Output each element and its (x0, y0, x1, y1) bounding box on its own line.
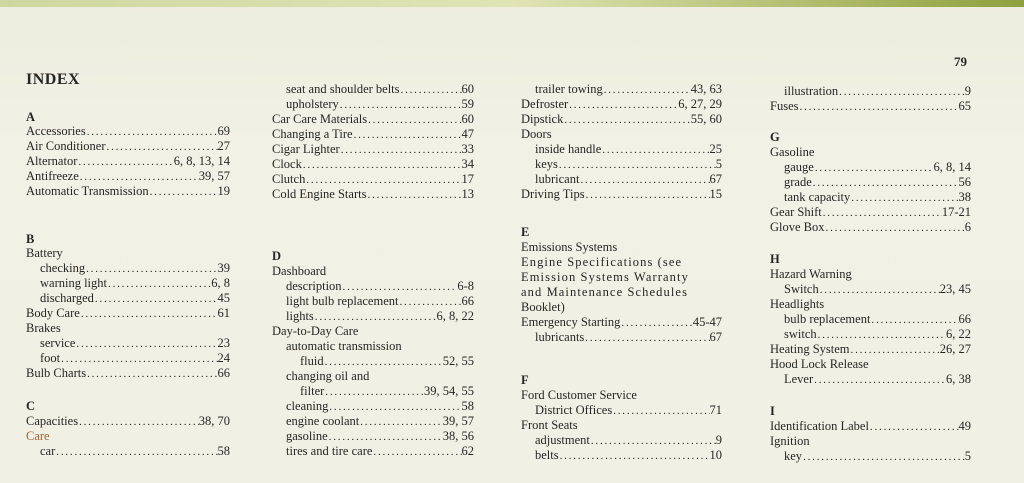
index-heading (26, 429, 230, 444)
index-entry-pages: 5 (715, 157, 722, 171)
index-entry-label: keys (535, 157, 558, 171)
index-entry-pages: 39, 54, 55 (424, 384, 474, 398)
index-entry (521, 315, 722, 330)
index-heading (521, 300, 722, 315)
index-entry (770, 84, 971, 99)
dot-leader (75, 337, 217, 351)
index-entry (26, 306, 230, 321)
index-entry-pages: 47 (461, 127, 474, 141)
section-letter-label: A (26, 110, 36, 124)
dot-leader (80, 307, 218, 321)
dot-leader (86, 367, 217, 381)
index-heading (272, 264, 474, 279)
index-entry-label: key (784, 449, 803, 463)
index-entry (770, 372, 971, 387)
index-entry-label: Lever (784, 372, 814, 386)
index-entry-pages: 66 (461, 294, 474, 308)
index-entry-label: lubricant (535, 172, 580, 186)
index-heading-label: Ford Customer Service (521, 388, 637, 402)
dot-leader (55, 445, 217, 459)
dot-leader (366, 188, 461, 202)
index-entry-pages: 6-8 (457, 279, 474, 293)
index-entry-pages: 67 (709, 330, 722, 344)
dot-leader (870, 313, 958, 327)
index-entry (26, 184, 230, 199)
index-heading-label: Front Seats (521, 418, 578, 432)
index-heading-label: Headlights (770, 297, 825, 311)
dot-leader (78, 415, 199, 429)
dot-leader (342, 280, 458, 294)
index-heading (521, 255, 722, 270)
index-heading (521, 240, 722, 255)
dot-leader (825, 221, 965, 235)
index-heading-label: Battery (26, 246, 63, 260)
index-entry-label: switch (784, 327, 817, 341)
index-entry-label: Identification Label (770, 419, 869, 433)
index-entry (521, 172, 722, 187)
index-entry-label: Clutch (272, 172, 306, 186)
section-letter-label: E (521, 225, 530, 239)
index-entry-label: cleaning (286, 399, 329, 413)
index-entry (521, 142, 722, 157)
index-entry-label: Gear Shift (770, 205, 822, 219)
index-entry (521, 97, 722, 112)
index-entry-pages: 17-21 (941, 205, 971, 219)
index-entry-label: grade (784, 175, 812, 189)
section-letter-label: B (26, 232, 35, 246)
dot-leader (819, 283, 940, 297)
index-entry (26, 444, 230, 459)
index-entry (770, 282, 971, 297)
index-heading (521, 285, 722, 300)
index-entry-label: belts (535, 448, 559, 462)
index-entry-pages: 6 (964, 220, 971, 234)
dot-leader (798, 100, 958, 114)
dot-leader (817, 328, 946, 342)
page-number: 79 (954, 54, 967, 69)
index-entry (521, 157, 722, 172)
index-heading (521, 418, 722, 433)
index-heading (26, 321, 230, 336)
section-letter (521, 373, 722, 388)
index-entry-label: Dipstick (521, 112, 564, 126)
index-entry (26, 169, 230, 184)
index-entry (272, 279, 474, 294)
index-entry (770, 160, 971, 175)
index-entry-label: Defroster (521, 97, 569, 111)
index-heading-label: changing oil and (286, 369, 370, 383)
index-entry (26, 139, 230, 154)
index-entry (272, 414, 474, 429)
dot-leader (563, 113, 690, 127)
index-entry-pages: 58 (461, 399, 474, 413)
index-entry-label: Cigar Lighter (272, 142, 340, 156)
dot-leader (149, 185, 218, 199)
index-heading (770, 267, 971, 282)
index-entry-label: bulb replacement (784, 312, 871, 326)
index-entry-pages: 25 (709, 142, 722, 156)
dot-leader (77, 155, 173, 169)
index-entry (26, 276, 230, 291)
index-entry (272, 187, 474, 202)
dot-leader (590, 434, 716, 448)
dot-leader (340, 143, 462, 157)
index-entry-label: filter (300, 384, 325, 398)
dot-leader (813, 373, 946, 387)
section-letter-label: F (521, 373, 529, 387)
index-entry (272, 354, 474, 369)
index-heading-label: Engine Specifications (see (521, 255, 683, 269)
index-entry (26, 154, 230, 169)
index-entry-label: tires and tire care (286, 444, 373, 458)
dot-leader (585, 188, 710, 202)
index-heading (770, 297, 971, 312)
index-entry-label: lubricants (535, 330, 585, 344)
top-color-strip (0, 0, 1024, 7)
index-entry-pages: 15 (709, 187, 722, 201)
index-entry-pages: 49 (958, 419, 971, 433)
dot-leader (359, 415, 443, 429)
index-entry-pages: 66 (958, 312, 971, 326)
dot-leader (302, 158, 462, 172)
dot-leader (603, 83, 691, 97)
index-entry-pages: 33 (461, 142, 474, 156)
index-entry-label: Capacities (26, 414, 79, 428)
index-entry (26, 366, 230, 381)
dot-leader (400, 83, 462, 97)
dot-leader (398, 295, 461, 309)
index-entry (272, 294, 474, 309)
index-entry-pages: 38 (958, 190, 971, 204)
dot-leader (822, 206, 942, 220)
index-entry-pages: 6, 8 (211, 276, 230, 290)
section-letter (521, 225, 722, 240)
dot-leader (812, 176, 959, 190)
dot-leader (314, 310, 437, 324)
index-entry-label: illustration (784, 84, 839, 98)
index-heading (521, 388, 722, 403)
index-heading-label: Hazard Warning (770, 267, 852, 281)
index-entry-pages: 52, 55 (442, 354, 474, 368)
index-entry-label: Air Conditioner (26, 139, 106, 153)
index-heading-label: Dashboard (272, 264, 327, 278)
index-entry-label: Clock (272, 157, 302, 171)
index-heading (272, 324, 474, 339)
index-entry (26, 351, 230, 366)
index-entry-pages: 5 (964, 449, 971, 463)
index-heading (26, 246, 230, 261)
index-entry-label: discharged (40, 291, 94, 305)
index-entry-label: tank capacity (784, 190, 851, 204)
dot-leader (601, 143, 709, 157)
index-entry-label: Emergency Starting (521, 315, 621, 329)
section-letter (770, 404, 971, 419)
index-entry-pages: 6, 8, 14 (933, 160, 971, 174)
index-entry (770, 419, 971, 434)
dot-leader (367, 113, 461, 127)
index-entry-pages: 26, 27 (939, 342, 971, 356)
index-entry (272, 429, 474, 444)
index-heading (770, 145, 971, 160)
index-entry (521, 330, 722, 345)
index-entry (272, 127, 474, 142)
index-entry (272, 309, 474, 324)
index-entry (272, 82, 474, 97)
index-heading-label: Emission Systems Warranty (521, 270, 689, 284)
index-entry-pages: 6, 27, 29 (678, 97, 722, 111)
index-entry-pages: 62 (461, 444, 474, 458)
index-entry (770, 220, 971, 235)
index-entry-label: fluid (300, 354, 324, 368)
index-entry-label: Antifreeze (26, 169, 79, 183)
index-entry-pages: 67 (709, 172, 722, 186)
index-entry-label: Alternator (26, 154, 78, 168)
index-entry-label: inside handle (535, 142, 602, 156)
dot-leader (568, 98, 678, 112)
index-entry-label: engine coolant (286, 414, 360, 428)
section-letter-label: D (272, 249, 282, 263)
index-entry-label: service (40, 336, 76, 350)
index-entry-pages: 17 (461, 172, 474, 186)
index-entry (770, 312, 971, 327)
index-heading (770, 434, 971, 449)
index-entry (521, 82, 722, 97)
dot-leader (353, 128, 462, 142)
index-entry-label: Cold Engine Starts (272, 187, 367, 201)
dot-leader (620, 316, 692, 330)
dot-leader (802, 450, 965, 464)
section-letter-label: C (26, 399, 36, 413)
index-entry (26, 336, 230, 351)
dot-leader (579, 173, 709, 187)
index-heading (521, 270, 722, 285)
index-entry-pages: 6, 38 (946, 372, 971, 386)
dot-leader (559, 449, 710, 463)
section-letter-label: H (770, 252, 780, 266)
section-letter-label: I (770, 404, 775, 418)
dot-leader (107, 277, 211, 291)
index-entry-pages: 9 (964, 84, 971, 98)
dot-leader (850, 343, 940, 357)
index-entry-label: Bulb Charts (26, 366, 87, 380)
index-entry-pages: 39 (217, 261, 230, 275)
dot-leader (850, 191, 958, 205)
dot-leader (324, 385, 424, 399)
index-entry (770, 99, 971, 114)
index-entry-label: upholstery (286, 97, 339, 111)
index-entry (26, 124, 230, 139)
index-entry-label: Automatic Transmission (26, 184, 149, 198)
index-title: INDEX (26, 71, 81, 88)
dot-leader (79, 170, 199, 184)
index-entry-pages: 38, 70 (198, 414, 230, 428)
section-letter (26, 232, 230, 247)
index-entry (770, 449, 971, 464)
dot-leader (558, 158, 716, 172)
index-entry-pages: 39, 57 (198, 169, 230, 183)
index-heading-label: Care (26, 429, 50, 443)
index-entry (521, 187, 722, 202)
index-entry-pages: 69 (217, 124, 230, 138)
section-letter (26, 110, 230, 125)
index-entry-label: Car Care Materials (272, 112, 368, 126)
dot-leader (60, 352, 217, 366)
index-heading-label: Hood Lock Release (770, 357, 869, 371)
index-entry-label: Heating System (770, 342, 850, 356)
index-entry-pages: 39, 57 (442, 414, 474, 428)
index-entry-pages: 6, 8, 22 (436, 309, 474, 323)
section-letter (272, 249, 474, 264)
index-heading-label: Booklet) (521, 300, 565, 314)
index-entry (26, 291, 230, 306)
index-heading-label: Doors (521, 127, 552, 141)
index-entry-label: lights (286, 309, 314, 323)
index-entry (272, 444, 474, 459)
dot-leader (94, 292, 218, 306)
index-entry-pages: 65 (958, 99, 971, 113)
index-heading (770, 357, 971, 372)
index-heading (521, 127, 722, 142)
index-entry (272, 172, 474, 187)
index-entry-pages: 10 (709, 448, 722, 462)
index-entry-pages: 34 (461, 157, 474, 171)
index-heading-label: Day-to-Day Care (272, 324, 359, 338)
index-entry (770, 342, 971, 357)
index-entry-pages: 61 (217, 306, 230, 320)
index-heading-label: automatic transmission (286, 339, 402, 353)
index-entry (26, 414, 230, 429)
index-entry-label: trailer towing (535, 82, 603, 96)
index-entry-pages: 56 (958, 175, 971, 189)
index-entry (770, 205, 971, 220)
index-entry-pages: 23, 45 (939, 282, 971, 296)
dot-leader (339, 98, 462, 112)
index-entry-label: District Offices (535, 403, 613, 417)
index-entry-label: adjustment (535, 433, 590, 447)
index-entry (770, 327, 971, 342)
index-entry-pages: 66 (217, 366, 230, 380)
index-entry-pages: 60 (461, 82, 474, 96)
index-entry (272, 97, 474, 112)
index-entry-label: gasoline (286, 429, 328, 443)
index-entry-pages: 45 (217, 291, 230, 305)
index-entry-pages: 27 (217, 139, 230, 153)
section-letter (770, 130, 971, 145)
index-entry-pages: 9 (715, 433, 722, 447)
index-heading-label: Gasoline (770, 145, 815, 159)
index-entry (521, 112, 722, 127)
index-entry-label: Glove Box (770, 220, 825, 234)
index-entry (272, 112, 474, 127)
dot-leader (584, 331, 709, 345)
index-entry (272, 157, 474, 172)
index-entry-label: seat and shoulder belts (286, 82, 400, 96)
index-heading-label: and Maintenance Schedules (521, 285, 689, 299)
section-letter-label: G (770, 130, 780, 144)
dot-leader (85, 262, 217, 276)
index-entry-pages: 59 (461, 97, 474, 111)
dot-leader (869, 420, 959, 434)
index-entry-label: Changing a Tire (272, 127, 353, 141)
dot-leader (106, 140, 218, 154)
section-letter (26, 399, 230, 414)
index-heading (272, 339, 474, 354)
index-entry-pages: 55, 60 (690, 112, 722, 126)
dot-leader (86, 125, 218, 139)
index-entry-label: foot (40, 351, 61, 365)
dot-leader (328, 400, 461, 414)
index-entry-label: Accessories (26, 124, 86, 138)
index-entry (521, 448, 722, 463)
dot-leader (372, 445, 461, 459)
index-heading (272, 369, 474, 384)
index-entry (272, 399, 474, 414)
index-heading-label: Emissions Systems (521, 240, 618, 254)
index-entry-label: checking (40, 261, 86, 275)
section-letter (770, 252, 971, 267)
index-entry-label: gauge (784, 160, 814, 174)
index-entry-pages: 13 (461, 187, 474, 201)
index-heading-label: Ignition (770, 434, 810, 448)
index-entry-pages: 19 (217, 184, 230, 198)
index-entry (521, 403, 722, 418)
index-entry-label: description (286, 279, 342, 293)
dot-leader (838, 85, 965, 99)
index-entry (770, 190, 971, 205)
index-entry-pages: 71 (709, 403, 722, 417)
index-entry-pages: 6, 22 (946, 327, 971, 341)
index-entry-pages: 43, 63 (690, 82, 722, 96)
index-entry-pages: 60 (461, 112, 474, 126)
index-entry (26, 261, 230, 276)
dot-leader (328, 430, 443, 444)
index-entry-pages: 24 (217, 351, 230, 365)
index-heading-label: Brakes (26, 321, 61, 335)
index-entry-pages: 38, 56 (442, 429, 474, 443)
index-entry-pages: 45-47 (692, 315, 722, 329)
index-entry-label: Fuses (770, 99, 799, 113)
index-entry-pages: 23 (217, 336, 230, 350)
index-entry (521, 433, 722, 448)
index-entry (272, 384, 474, 399)
dot-leader (612, 404, 709, 418)
index-entry-pages: 6, 8, 13, 14 (173, 154, 230, 168)
index-entry-label: Driving Tips (521, 187, 585, 201)
dot-leader (324, 355, 443, 369)
index-entry-label: Body Care (26, 306, 80, 320)
index-entry (272, 142, 474, 157)
index-entry (770, 175, 971, 190)
index-entry-label: Switch (784, 282, 819, 296)
index-entry-label: light bulb replacement (286, 294, 399, 308)
index-entry-label: warning light (40, 276, 108, 290)
index-entry-pages: 58 (217, 444, 230, 458)
dot-leader (305, 173, 461, 187)
index-entry-label: car (40, 444, 56, 458)
dot-leader (814, 161, 934, 175)
